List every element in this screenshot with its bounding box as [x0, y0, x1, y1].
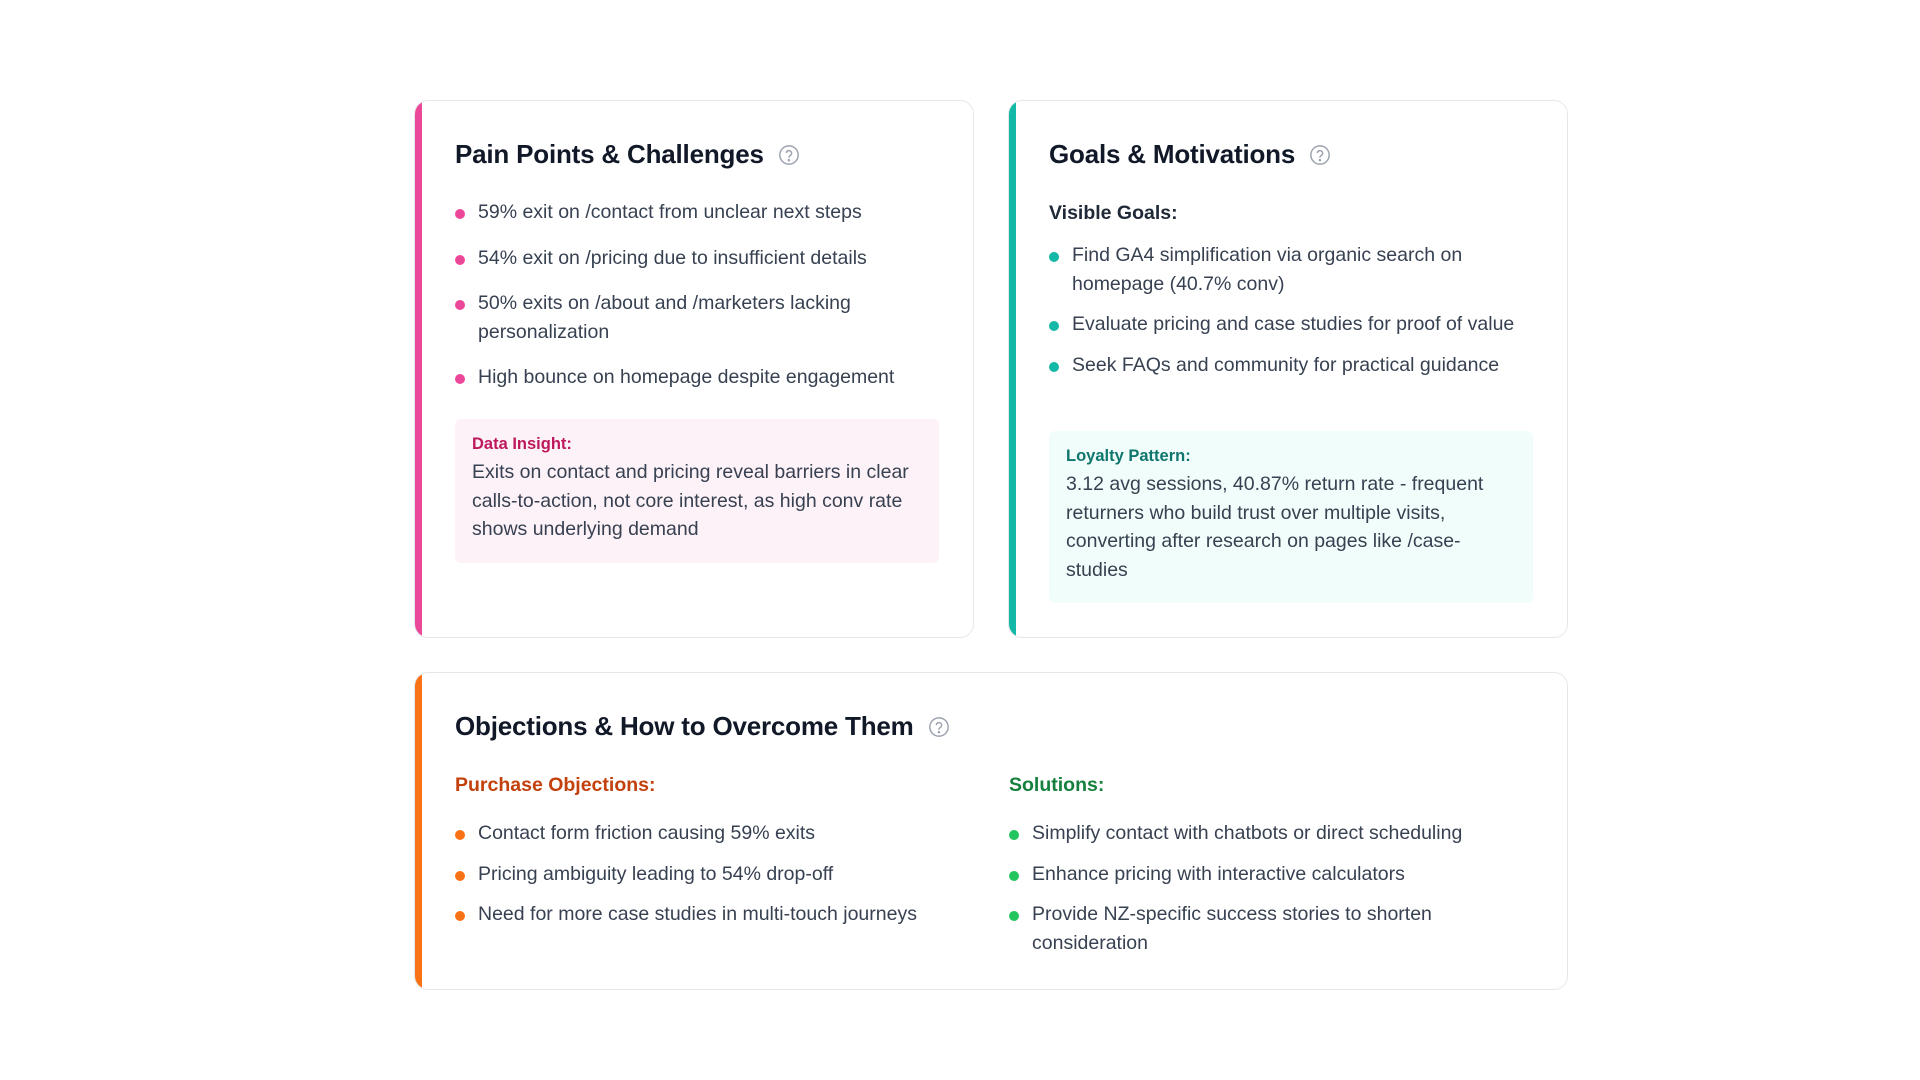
data-insight-text: Exits on contact and pricing reveal barriers in clear calls-to-action, not core interest, as high conv rate shows underlying demand	[472, 461, 909, 540]
bullet-dot	[455, 911, 465, 921]
purchase-objections-list	[455, 819, 975, 929]
bullet-dot	[1049, 321, 1059, 331]
pain-points-title: Pain Points & Challenges	[455, 139, 764, 169]
loyalty-pattern-box	[1049, 431, 1533, 603]
objections-title: Objections & How to Overcome Them	[455, 711, 914, 741]
bullet-dot	[455, 830, 465, 840]
list-item: 50% exits on /about and /marketers lacking personalization	[455, 289, 945, 346]
list-item: High bounce on homepage despite engagement	[455, 363, 945, 392]
bullet-dot	[455, 871, 465, 881]
bullet-dot	[1009, 911, 1019, 921]
goals-title-row	[1049, 139, 1331, 170]
bullet-dot	[1009, 871, 1019, 881]
solutions-heading: Solutions:	[1009, 774, 1105, 796]
list-item: Find GA4 simplification via organic search on homepage (40.7% conv)	[1049, 241, 1539, 298]
list-item: Need for more case studies in multi-touch journeys	[455, 900, 975, 929]
list-item: Evaluate pricing and case studies for proof of value	[1049, 310, 1539, 339]
list-item: 59% exit on /contact from unclear next steps	[455, 198, 945, 227]
goals-list	[1049, 241, 1539, 379]
bullet-dot	[455, 255, 465, 265]
data-insight-label: Data Insight:	[472, 435, 572, 453]
visible-goals-heading: Visible Goals:	[1049, 202, 1178, 224]
goals-card	[1008, 100, 1568, 638]
bullet-dot	[1049, 362, 1059, 372]
list-item: Provide NZ-specific success stories to shorten consideration	[1009, 900, 1529, 957]
question-circle-icon[interactable]	[778, 144, 800, 166]
objections-card	[414, 672, 1568, 990]
list-item: Simplify contact with chatbots or direct scheduling	[1009, 819, 1529, 848]
list-item: Enhance pricing with interactive calculators	[1009, 860, 1529, 889]
pain-points-card	[414, 100, 974, 638]
pain-points-title-row	[455, 139, 800, 170]
purchase-objections-heading: Purchase Objections:	[455, 774, 656, 796]
loyalty-pattern-text: 3.12 avg sessions, 40.87% return rate - frequent returners who build trust over multiple visits, converting after research on pages like /case-studies	[1066, 473, 1484, 581]
solutions-list	[1009, 819, 1529, 957]
list-item: 54% exit on /pricing due to insufficient details	[455, 244, 945, 273]
data-insight-box	[455, 419, 939, 563]
pain-points-list	[455, 198, 945, 392]
question-circle-icon[interactable]	[928, 716, 950, 738]
bullet-dot	[455, 209, 465, 219]
list-item: Contact form friction causing 59% exits	[455, 819, 975, 848]
bullet-dot	[455, 300, 465, 310]
bullet-dot	[1009, 830, 1019, 840]
goals-title: Goals & Motivations	[1049, 139, 1296, 169]
list-item: Seek FAQs and community for practical guidance	[1049, 351, 1539, 380]
bullet-dot	[1049, 252, 1059, 262]
loyalty-pattern-label: Loyalty Pattern:	[1066, 447, 1191, 465]
bullet-dot	[455, 374, 465, 384]
list-item: Pricing ambiguity leading to 54% drop-off	[455, 860, 975, 889]
objections-title-row	[455, 711, 950, 742]
question-circle-icon[interactable]	[1309, 144, 1331, 166]
